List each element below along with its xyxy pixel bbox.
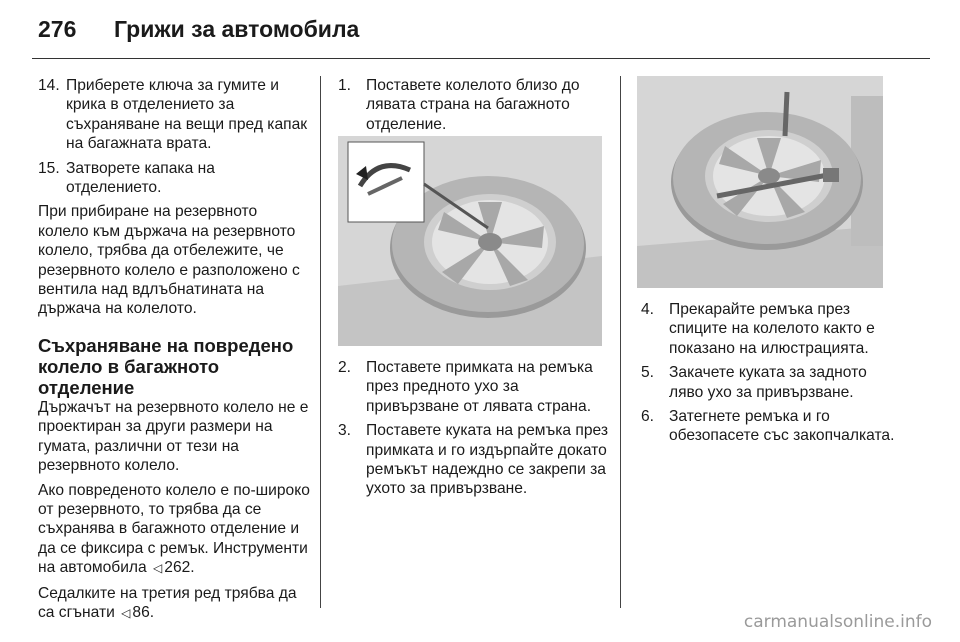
page-reference-link[interactable]: 262.: [164, 559, 195, 577]
wide-wheel-note: [38, 481, 310, 579]
step-5: [641, 363, 903, 402]
holder-note: Държачът на резервното колело не е проектиран за други размери на гумата, различни от тези на резервното колело.: [38, 398, 309, 475]
section-heading: Съхраняване на повредено колело в багажното отделение: [38, 334, 294, 398]
column-divider-1: [320, 76, 321, 608]
step-text: Приберете ключа за гумите и крика в отделението за съхраняване на вещи пред капак на багажната врата.: [66, 77, 308, 153]
illustration-wheel-strap-loop: [338, 136, 602, 346]
step-2: [338, 358, 610, 416]
step-text: Поставете примката на ремъка през предното ухо за привързване от лявата страна.: [366, 359, 593, 415]
step-text: Затворете капака на отделението.: [66, 159, 215, 197]
header-rule: [32, 58, 930, 59]
step-number: 15.: [38, 159, 60, 177]
reference-arrow-icon: ◁: [121, 605, 131, 620]
step-number: 3.: [338, 422, 352, 440]
column-2-top: [338, 76, 610, 139]
column-2-bottom: [338, 358, 610, 504]
step-number: 6.: [641, 408, 655, 426]
step-text: Затегнете ремъка и го обезопасете със закопчалката.: [669, 408, 895, 445]
watermark: carmanualsonline.info: [743, 612, 932, 632]
step-text: Поставете колелото близо до лявата страна на багажното отделение.: [366, 77, 580, 133]
step-4: [641, 300, 903, 358]
step-15: [38, 159, 310, 198]
page-number: 276: [38, 16, 77, 42]
page-reference-link[interactable]: 86.: [132, 603, 155, 621]
wide-wheel-text: Ако повреденото колело е по-широко от резервното, то трябва да се съхранява в багажното отделение и да се фиксира с ремък. Инструменти на автомобила: [38, 481, 310, 577]
step-1: [338, 76, 610, 134]
step-14: [38, 76, 310, 154]
step-text: Закачете куката за задното ляво ухо за привързване.: [669, 364, 867, 401]
step-number: 14.: [38, 77, 60, 94]
column-divider-2: [620, 76, 621, 608]
reference-arrow-icon: ◁: [153, 561, 163, 576]
seats-text: Седалките на третия ред трябва да са сгънати: [38, 584, 297, 621]
page-title: Грижи за автомобила: [114, 16, 360, 42]
step-3: [338, 421, 610, 499]
spare-wheel-note: При прибиране на резервното колело към държача на резервното колело, трябва да отбележите, че резервното колело е разположено с вентила над вдлъбнатината на държача на колелото.: [38, 203, 300, 318]
step-number: 5.: [641, 364, 655, 382]
step-text: Прекарайте ремъка през спиците на колелото както е показано на илюстрацията.: [669, 301, 875, 357]
step-number: 2.: [338, 359, 352, 376]
step-text: Поставете куката на ремъка през примката и го издърпайте докато ремъкът надеждно се закрепи за ухото за привързване.: [366, 422, 609, 498]
column-3: [641, 300, 903, 451]
seats-note: [38, 584, 310, 624]
column-1: [38, 76, 310, 628]
illustration-wheel-strap-secured: [637, 76, 883, 288]
step-number: 4.: [641, 301, 655, 318]
step-number: 1.: [338, 77, 352, 94]
step-6: [641, 407, 903, 446]
